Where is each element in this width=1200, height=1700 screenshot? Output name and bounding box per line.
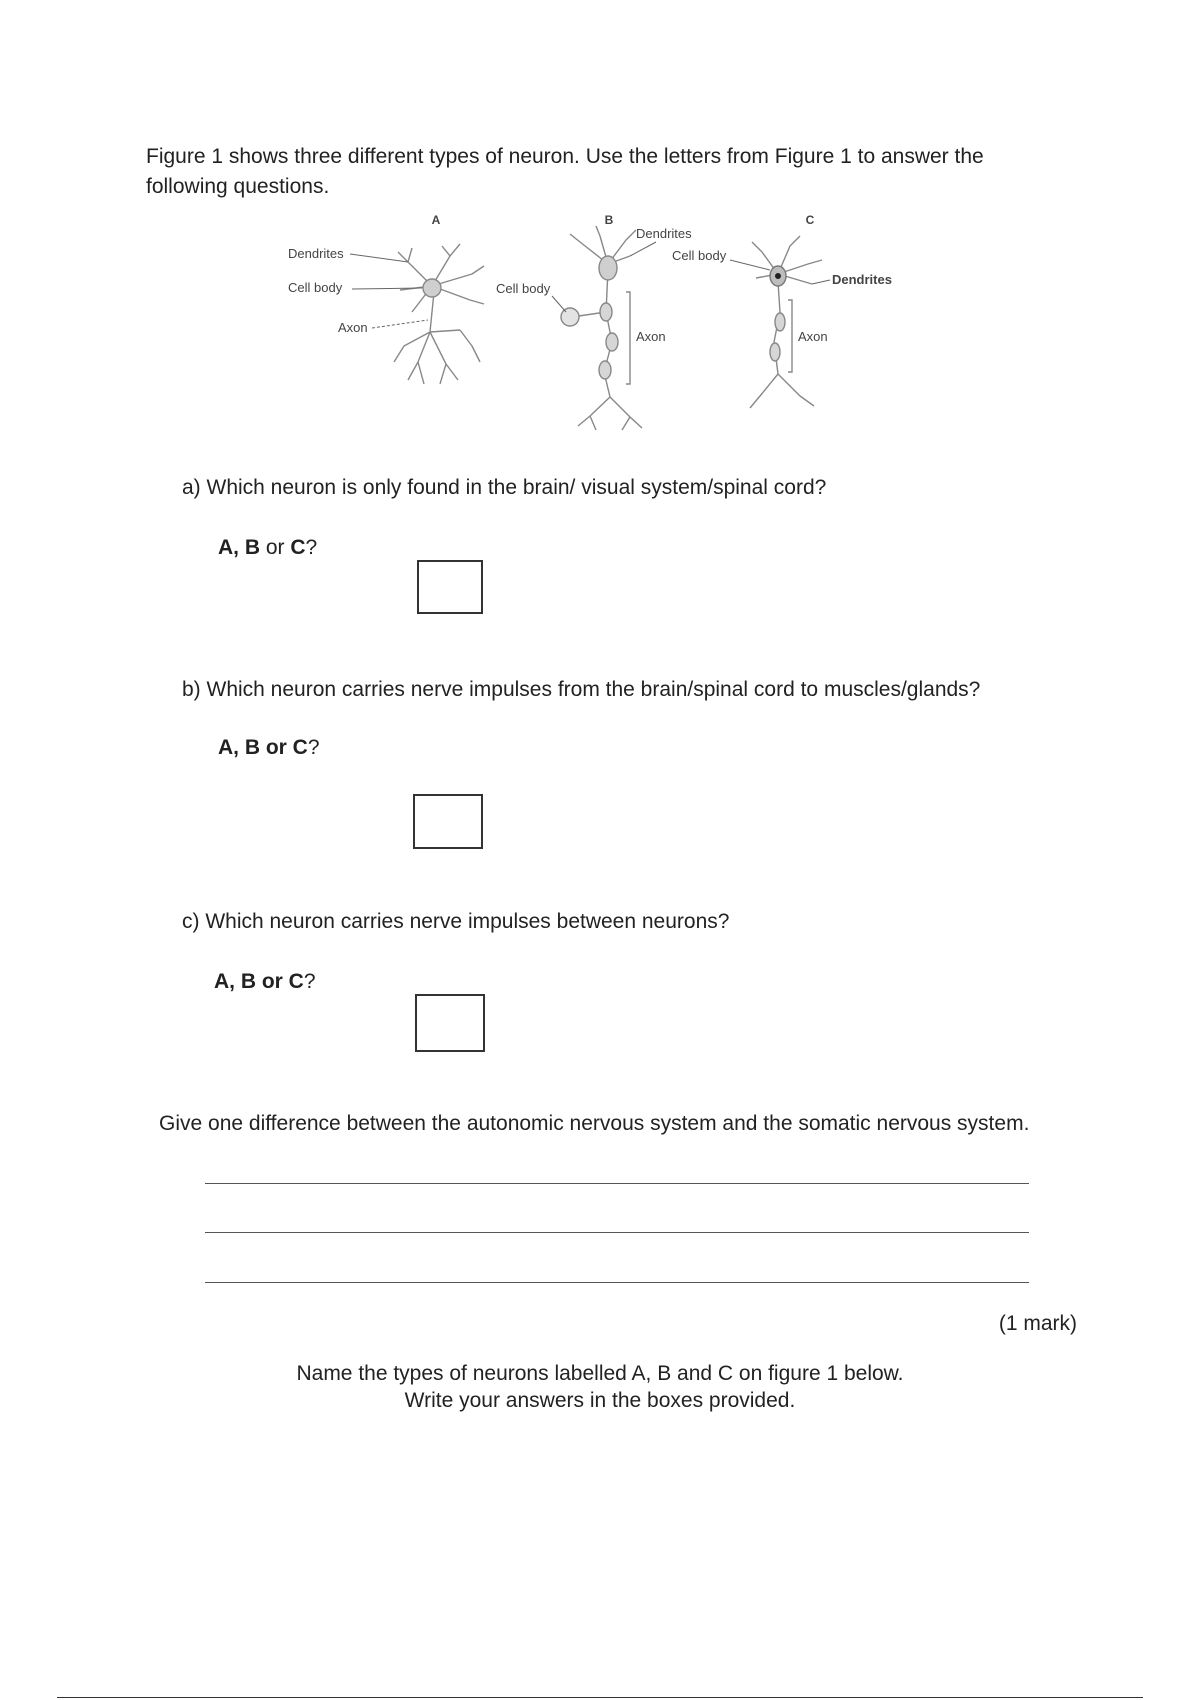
question-c-prompt [214,970,316,994]
question-b-prompt [218,736,320,760]
page-bottom-rule [57,1697,1143,1698]
neuron-b-dendrites-label: Dendrites [636,226,692,241]
question-a-option-a: A [218,536,234,559]
neuron-a-drawing [394,244,484,384]
question-b-options: A, B or C [218,736,308,759]
answer-line-2[interactable] [205,1232,1029,1233]
question-a-sep: , [233,536,245,559]
question-a-text: a) Which neuron is only found in the brain/ visual system/spinal cord? [182,476,827,499]
question-c-text: c) Which neuron carries nerve impulses between neurons? [182,910,730,933]
intro-text: Figure 1 shows three different types of neuron. Use the letters from Figure 1 to answer the following questions. [146,145,984,198]
neuron-letter-a: A [431,213,441,227]
question-a-qmark: ? [305,536,318,559]
difference-question: Give one difference between the autonomic nervous system and the somatic nervous system. [159,1112,1030,1135]
neuron-a-dendrites-label: Dendrites [288,246,344,261]
name-instruction-line-1: Name the types of neurons labelled A, B and C on figure 1 below. [296,1362,904,1385]
question-c-options: A, B or C [214,970,304,993]
neuron-diagram [288,212,940,457]
neuron-b-drawing [561,226,642,430]
neuron-b-axon-label: Axon [636,329,666,344]
answer-box-a[interactable] [417,560,483,614]
neuron-c-dendrites-label: Dendrites [832,272,892,287]
question-a-option-c: C [290,536,306,559]
neuron-letter-b: B [604,213,614,227]
question-a-option-b: B [244,536,261,559]
marks-label: (1 mark) [998,1312,1077,1335]
neuron-c-cell-body-label: Cell body [672,248,727,263]
name-instruction-line-2: Write your answers in the boxes provided. [404,1389,796,1412]
neuron-c-axon-label: Axon [798,329,828,344]
question-a-prompt [218,536,317,560]
neuron-figure [288,212,940,457]
answer-box-b[interactable] [413,794,483,849]
neuron-c-drawing [750,236,822,408]
answer-line-3[interactable] [205,1282,1029,1283]
question-c-qmark: ? [303,970,316,993]
neuron-b-cell-body-label: Cell body [496,281,551,296]
question-a-or: or [260,536,291,559]
neuron-a-axon-label: Axon [338,320,368,335]
neuron-a-cell-body-label: Cell body [288,280,343,295]
answer-line-1[interactable] [205,1183,1029,1184]
neuron-letter-c: C [805,213,815,227]
answer-box-c[interactable] [415,994,485,1052]
question-b-text: b) Which neuron carries nerve impulses from the brain/spinal cord to muscles/glands? [182,678,981,701]
question-b-qmark: ? [307,736,320,759]
